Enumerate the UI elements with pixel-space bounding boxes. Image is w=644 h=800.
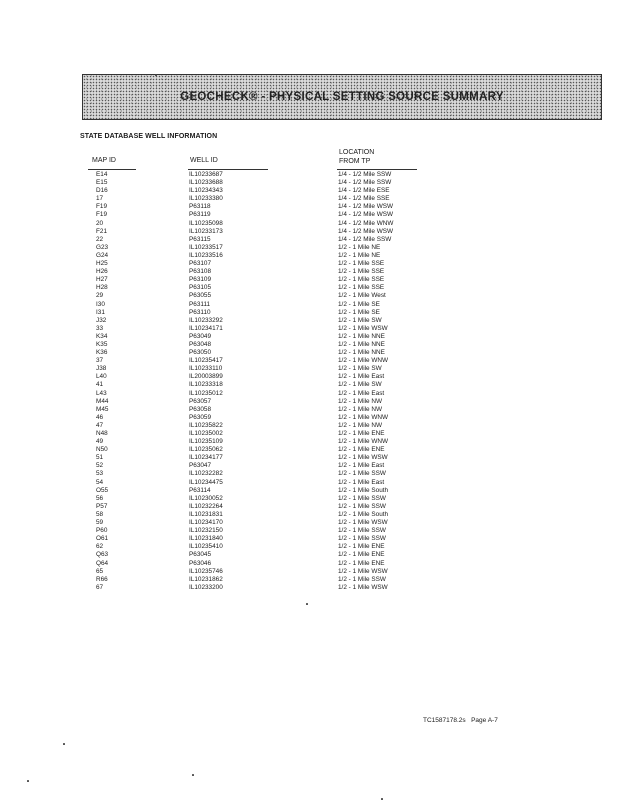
location-cell: 1/2 - 1 Mile SSW	[338, 502, 386, 510]
map-id-cell: 59	[96, 519, 104, 527]
header-underline-location	[337, 169, 417, 170]
scan-speck	[381, 798, 383, 800]
well-id-cell: P63047	[189, 462, 212, 470]
map-id-cell: L43	[96, 389, 107, 397]
location-cell: 1/2 - 1 Mile ENE	[338, 551, 385, 559]
location-cell: 1/4 - 1/2 Mile WNW	[338, 219, 394, 227]
map-id-cell: E15	[96, 179, 108, 187]
location-cell: 1/2 - 1 Mile WNW	[338, 357, 389, 365]
location-cell: 1/2 - 1 Mile SE	[338, 308, 380, 316]
map-id-cell: 54	[96, 478, 104, 486]
map-id-cell: P57	[96, 502, 108, 510]
map-id-cell: H26	[96, 268, 108, 276]
location-cell: 1/2 - 1 Mile WSW	[338, 324, 388, 332]
table-row	[0, 357, 644, 365]
location-cell: 1/2 - 1 Mile NW	[338, 421, 383, 429]
well-id-cell: IL10233687	[189, 171, 223, 178]
location-cell: 1/2 - 1 Mile East	[338, 389, 385, 397]
location-cell: 1/2 - 1 Mile SSW	[338, 470, 386, 478]
location-cell: 1/4 - 1/2 Mile WSW	[338, 211, 394, 219]
map-id-cell: 65	[96, 567, 104, 575]
well-id-cell: IL10231840	[189, 535, 223, 543]
table-row	[0, 462, 644, 470]
well-id-cell: IL10232282	[189, 470, 223, 478]
location-cell: 1/2 - 1 Mile West	[338, 292, 386, 300]
table-row	[0, 381, 644, 389]
map-id-cell: K36	[96, 349, 108, 357]
location-cell: 1/2 - 1 Mile SE	[338, 300, 380, 308]
well-id-cell: IL10233517	[189, 243, 223, 251]
well-id-cell: IL10235002	[189, 430, 223, 437]
well-id-cell: P63105	[189, 284, 212, 292]
header-underline-map-id	[88, 169, 136, 170]
banner-title: GEOCHECK® - PHYSICAL SETTING SOURCE SUMMARY	[180, 91, 504, 103]
location-cell: 1/2 - 1 Mile East	[338, 462, 385, 470]
well-id-cell: P63045	[189, 551, 212, 559]
location-cell: 1/2 - 1 Mile NE	[338, 251, 381, 259]
table-row	[0, 276, 644, 284]
well-id-cell: P63114	[189, 486, 211, 494]
table-row	[0, 406, 644, 414]
location-cell: 1/2 - 1 Mile ENE	[338, 446, 385, 454]
well-id-cell: P63049	[189, 332, 212, 340]
map-id-cell: H25	[96, 260, 108, 268]
map-id-cell: 22	[96, 235, 104, 243]
table-row	[0, 195, 644, 203]
map-id-cell: N50	[96, 446, 108, 454]
table-row	[0, 373, 644, 381]
map-id-cell: M45	[96, 405, 109, 413]
map-id-cell: G23	[96, 243, 109, 251]
well-id-cell: IL10232150	[189, 527, 223, 535]
map-id-cell: M44	[96, 397, 109, 405]
map-id-cell: 29	[96, 292, 104, 300]
table-row	[0, 292, 644, 300]
map-id-cell: J38	[96, 365, 107, 373]
table-row	[0, 244, 644, 252]
scan-speck	[27, 780, 29, 782]
table-row	[0, 220, 644, 228]
well-id-cell: IL10232264	[189, 502, 223, 510]
scan-speck	[155, 74, 157, 76]
table-row	[0, 260, 644, 268]
table-row	[0, 203, 644, 211]
well-id-cell: P63057	[189, 397, 212, 405]
well-id-cell: P63109	[189, 276, 212, 284]
location-cell: 1/2 - 1 Mile WSW	[338, 567, 388, 575]
table-row	[0, 487, 644, 495]
map-id-cell: G24	[96, 251, 109, 259]
table-row	[0, 527, 644, 535]
table-row	[0, 390, 644, 398]
table-row	[0, 341, 644, 349]
map-id-cell: F21	[96, 227, 108, 235]
table-row	[0, 446, 644, 454]
map-id-cell: 17	[96, 195, 104, 203]
location-cell: 1/2 - 1 Mile WSW	[338, 583, 388, 591]
location-cell: 1/4 - 1/2 Mile SSW	[338, 171, 392, 178]
well-id-cell: IL10234475	[189, 478, 223, 486]
scan-speck	[63, 743, 65, 745]
location-cell: 1/2 - 1 Mile WSW	[338, 519, 388, 527]
header-location	[339, 148, 399, 166]
table-row	[0, 333, 644, 341]
location-cell: 1/2 - 1 Mile NW	[338, 405, 383, 413]
map-id-cell: H27	[96, 276, 108, 284]
location-cell: 1/2 - 1 Mile South	[338, 510, 389, 518]
footer-page-label: Page A-7	[471, 717, 498, 724]
well-id-cell: IL10233318	[189, 381, 223, 389]
well-id-cell: IL10235098	[189, 219, 223, 227]
map-id-cell: Q63	[96, 551, 109, 559]
section-title: STATE DATABASE WELL INFORMATION	[80, 133, 218, 140]
well-id-cell: IL20003899	[189, 373, 223, 381]
map-id-cell: K34	[96, 332, 108, 340]
location-cell: 1/4 - 1/2 Mile ESE	[338, 187, 390, 195]
location-cell: 1/2 - 1 Mile SSE	[338, 284, 385, 292]
table-row	[0, 576, 644, 584]
well-id-cell: P63110	[189, 308, 211, 316]
table-row	[0, 187, 644, 195]
location-cell: 1/4 - 1/2 Mile WSW	[338, 227, 394, 235]
map-id-cell: 33	[96, 324, 104, 332]
well-id-cell: P63119	[189, 211, 211, 219]
footer-doc-id: TC1587178.2s	[423, 717, 466, 724]
well-id-cell: P63118	[189, 203, 211, 211]
well-id-cell: P63055	[189, 292, 212, 300]
table-row	[0, 543, 644, 551]
header-location-line2: FROM TP	[339, 158, 371, 165]
well-id-cell: IL10234343	[189, 187, 223, 195]
location-cell: 1/2 - 1 Mile SSW	[338, 527, 386, 535]
table-row	[0, 211, 644, 219]
table-row	[0, 438, 644, 446]
well-id-cell: P63046	[189, 559, 212, 567]
table-row	[0, 470, 644, 478]
well-id-cell: IL10233516	[189, 251, 223, 259]
well-id-cell: IL10235109	[189, 438, 223, 446]
map-id-cell: 47	[96, 421, 104, 429]
header-underline-well-id	[188, 169, 268, 170]
map-id-cell: N48	[96, 430, 108, 437]
location-cell: 1/2 - 1 Mile ENE	[338, 559, 385, 567]
table-row	[0, 309, 644, 317]
map-id-cell: J32	[96, 316, 107, 324]
scan-speck	[192, 774, 194, 776]
location-cell: 1/2 - 1 Mile East	[338, 478, 385, 486]
well-id-cell: IL10231831	[189, 510, 223, 518]
table-row	[0, 325, 644, 333]
map-id-cell: 37	[96, 357, 104, 365]
map-id-cell: O55	[96, 486, 109, 494]
map-id-cell: 52	[96, 462, 104, 470]
location-cell: 1/2 - 1 Mile SSW	[338, 535, 386, 543]
map-id-cell: H28	[96, 284, 108, 292]
map-id-cell: Q64	[96, 559, 109, 567]
well-id-cell: IL10234177	[189, 454, 223, 462]
table-row	[0, 179, 644, 187]
map-id-cell: F19	[96, 211, 108, 219]
scan-speck	[306, 603, 308, 605]
well-id-cell: IL10235410	[189, 543, 223, 551]
header-location-line1: LOCATION	[339, 149, 375, 156]
well-id-cell: IL10230052	[189, 494, 223, 502]
location-cell: 1/2 - 1 Mile WNW	[338, 438, 389, 446]
location-cell: 1/2 - 1 Mile East	[338, 373, 385, 381]
location-cell: 1/2 - 1 Mile SW	[338, 316, 382, 324]
location-cell: 1/2 - 1 Mile ENE	[338, 430, 385, 437]
table-row	[0, 398, 644, 406]
well-id-cell: P63111	[189, 300, 211, 308]
table-row	[0, 284, 644, 292]
location-cell: 1/4 - 1/2 Mile SSW	[338, 235, 392, 243]
map-id-cell: E14	[96, 171, 108, 178]
map-id-cell: O61	[96, 535, 109, 543]
map-id-cell: K35	[96, 340, 108, 348]
table-row	[0, 551, 644, 559]
table-row	[0, 560, 644, 568]
well-id-cell: IL10233200	[189, 583, 223, 591]
table-row	[0, 584, 644, 592]
map-id-cell: P60	[96, 527, 108, 535]
header-well-id: WELL ID	[190, 157, 218, 164]
map-id-cell: 46	[96, 413, 104, 421]
map-id-cell: 51	[96, 454, 104, 462]
table-row	[0, 430, 644, 438]
well-id-cell: IL10233173	[189, 227, 223, 235]
location-cell: 1/2 - 1 Mile South	[338, 486, 389, 494]
location-cell: 1/2 - 1 Mile NNE	[338, 340, 385, 348]
location-cell: 1/2 - 1 Mile SSW	[338, 494, 386, 502]
well-id-cell: IL10235062	[189, 446, 223, 454]
map-id-cell: 53	[96, 470, 104, 478]
well-id-cell: IL10234170	[189, 519, 223, 527]
well-id-cell: P63050	[189, 349, 212, 357]
well-id-cell: IL10233688	[189, 179, 223, 187]
table-row	[0, 252, 644, 260]
well-id-cell: P63107	[189, 260, 212, 268]
table-row	[0, 268, 644, 276]
map-id-cell: D16	[96, 187, 108, 195]
location-cell: 1/4 - 1/2 Mile SSE	[338, 195, 390, 203]
location-cell: 1/2 - 1 Mile SSE	[338, 268, 385, 276]
well-id-cell: IL10234171	[189, 324, 223, 332]
table-row	[0, 479, 644, 487]
table-row	[0, 511, 644, 519]
header-map-id: MAP ID	[92, 157, 116, 164]
location-cell: 1/2 - 1 Mile NW	[338, 397, 383, 405]
location-cell: 1/2 - 1 Mile SW	[338, 365, 382, 373]
well-id-cell: P63059	[189, 413, 212, 421]
location-cell: 1/2 - 1 Mile SSW	[338, 575, 386, 583]
table-row	[0, 422, 644, 430]
report-banner	[82, 74, 602, 120]
map-id-cell: 67	[96, 583, 104, 591]
map-id-cell: 49	[96, 438, 104, 446]
well-id-cell: P63115	[189, 235, 211, 243]
table-row	[0, 503, 644, 511]
location-cell: 1/2 - 1 Mile NNE	[338, 332, 385, 340]
well-id-cell: P63058	[189, 405, 212, 413]
map-id-cell: I31	[96, 308, 105, 316]
map-id-cell: 56	[96, 494, 104, 502]
well-id-cell: P63048	[189, 340, 212, 348]
map-id-cell: R66	[96, 575, 108, 583]
map-id-cell: 58	[96, 510, 104, 518]
location-cell: 1/2 - 1 Mile NNE	[338, 349, 385, 357]
well-id-cell: IL10233292	[189, 316, 223, 324]
table-row	[0, 414, 644, 422]
table-row	[0, 349, 644, 357]
table-row	[0, 317, 644, 325]
table-row	[0, 495, 644, 503]
location-cell: 1/2 - 1 Mile WSW	[338, 454, 388, 462]
well-id-cell: P63108	[189, 268, 212, 276]
location-cell: 1/4 - 1/2 Mile WSW	[338, 203, 394, 211]
page-footer	[423, 717, 498, 724]
map-id-cell: F19	[96, 203, 108, 211]
location-cell: 1/2 - 1 Mile NE	[338, 243, 381, 251]
well-id-cell: IL10233110	[189, 365, 223, 373]
table-row	[0, 454, 644, 462]
well-id-cell: IL10235012	[189, 389, 223, 397]
table-row	[0, 568, 644, 576]
location-cell: 1/2 - 1 Mile WNW	[338, 413, 389, 421]
table-row	[0, 519, 644, 527]
table-row	[0, 236, 644, 244]
well-id-cell: IL10235746	[189, 567, 223, 575]
well-table-body	[0, 171, 644, 592]
table-row	[0, 228, 644, 236]
location-cell: 1/2 - 1 Mile SSE	[338, 260, 385, 268]
map-id-cell: 20	[96, 219, 104, 227]
table-row	[0, 535, 644, 543]
well-id-cell: IL10235417	[189, 357, 223, 365]
map-id-cell: I30	[96, 300, 105, 308]
map-id-cell: 41	[96, 381, 104, 389]
well-id-cell: IL10231862	[189, 575, 223, 583]
location-cell: 1/2 - 1 Mile SSE	[338, 276, 385, 284]
location-cell: 1/2 - 1 Mile SW	[338, 381, 382, 389]
table-row	[0, 365, 644, 373]
table-row	[0, 171, 644, 179]
well-id-cell: IL10235822	[189, 421, 223, 429]
table-row	[0, 301, 644, 309]
location-cell: 1/2 - 1 Mile ENE	[338, 543, 385, 551]
map-id-cell: L40	[96, 373, 107, 381]
map-id-cell: 62	[96, 543, 104, 551]
well-id-cell: IL10233380	[189, 195, 223, 203]
location-cell: 1/4 - 1/2 Mile SSW	[338, 179, 392, 187]
